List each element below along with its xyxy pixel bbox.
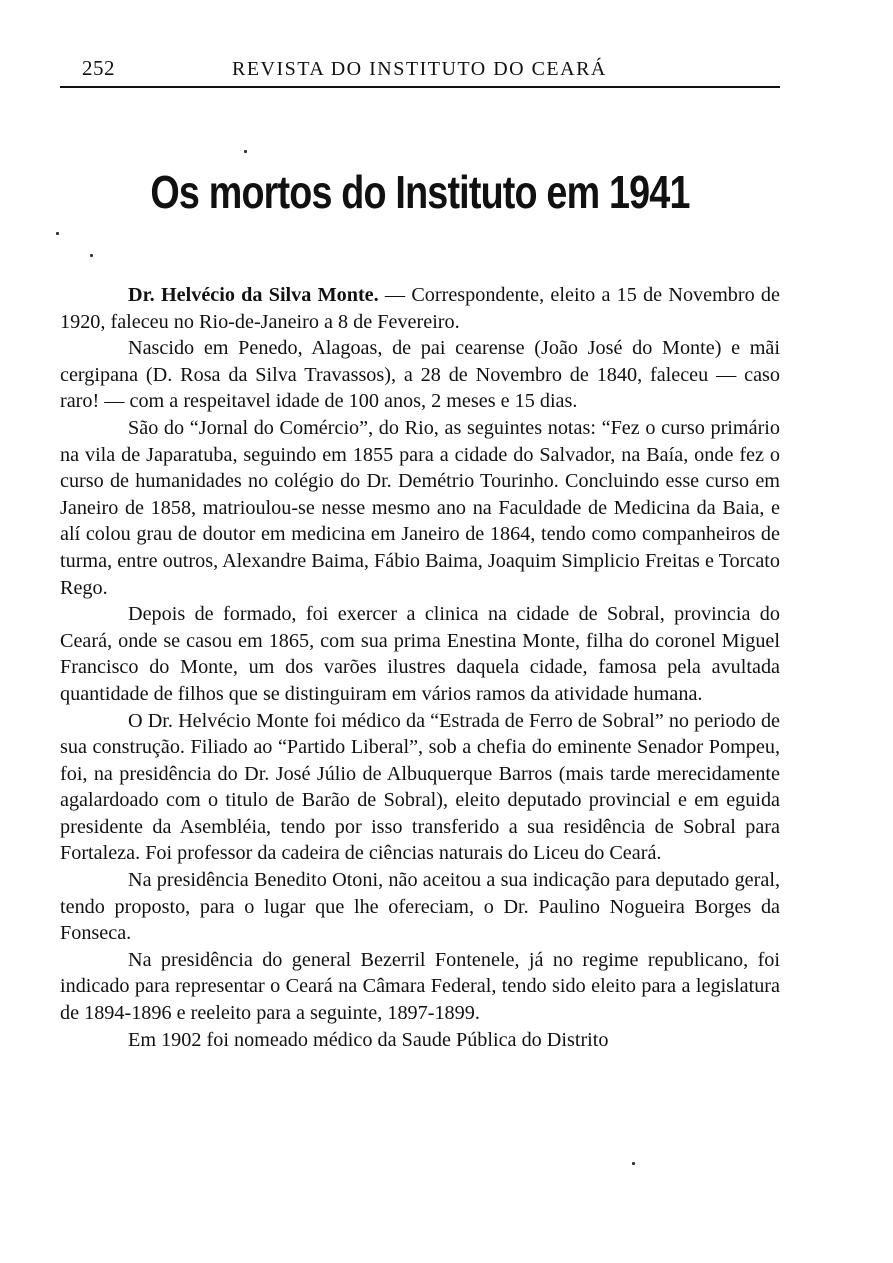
running-header: [60, 50, 780, 88]
paragraph: O Dr. Helvécio Monte foi médico da “Estrada de Ferro de Sobral” no periodo de sua construção. Filiado ao “Partido Liberal”, sob a chefia do eminente Senador Pompeu, foi, na presidência do Dr. José Júlio de Albuquerque Barros (mais tarde merecidamente agalardoado com o titulo de Barão de Sobral), eleito deputado provincial e em eguida presidente da Asembléia, tendo por isso transferido a sua residência de Sobral para Fortaleza. Foi professor da cadeira de ciências naturais do Liceu do Ceará.: [60, 709, 780, 865]
print-speck: [632, 1162, 635, 1165]
paragraph: Na presidência do general Bezerril Fontenele, já no regime republicano, foi indicado para representar o Ceará na Câmara Federal, tendo sido eleito para a legislatura de 1894-1896 e reeleito para a seguinte, 1897-1899.: [60, 948, 780, 1025]
article-body: [60, 282, 780, 1053]
paragraph-text: — Correspondente, eleito a 15 de Novembro de 1920, faleceu no Rio-de-Janeiro a 8 de Fevereiro.: [60, 284, 780, 333]
paragraph: [60, 282, 780, 335]
paragraph: Em 1902 foi nomeado médico da Saude Pública do Distrito: [128, 1028, 609, 1051]
paragraph: São do “Jornal do Comércio”, do Rio, as seguintes notas: “Fez o curso primário na vila de Japaratuba, seguindo em 1855 para a cidade do Salvador, na Baía, onde fez o curso de humanidades no colégio do Dr. Demétrio Tourinho. Concluindo esse curso em Janeiro de 1858, matrioulou-se nesse mesmo ano na Faculdade de Medicina da Baia, e alí colou grau de doutor em medicina em Janeiro de 1864, tendo como companheiros de turma, entre outros, Alexandre Baima, Fábio Baima, Joaquim Simplicio Freitas e Torcato Rego.: [60, 416, 780, 599]
article-title: Os mortos do Instituto em 1941: [150, 166, 690, 218]
journal-title: REVISTA DO INSTITUTO DO CEARÁ: [232, 58, 607, 80]
paragraph: Nascido em Penedo, Alagoas, de pai cearense (João José do Monte) e mãi cergipana (D. Rosa da Silva Travassos), a 28 de Novembro de 1840, faleceu — caso raro! — com a respeitavel idade de 100 anos, 2 meses e 15 dias.: [60, 337, 780, 413]
print-speck: [90, 254, 93, 257]
author-name: Dr. Helvécio da Silva Monte.: [128, 284, 379, 306]
paragraph: Depois de formado, foi exercer a clinica na cidade de Sobral, provincia do Ceará, onde se casou em 1865, com sua prima Enestina Monte, filha do coronel Miguel Francisco do Monte, um dos varões ilustres daquela cidade, famosa pela avultada quantidade de filhos que se distinguiram em vários ramos da atividade humana.: [60, 603, 780, 705]
print-speck: [56, 232, 59, 235]
paragraph: Na presidência Benedito Otoni, não aceitou a sua indicação para deputado geral, tendo proposto, para o lugar que lhe ofereciam, o Dr. Paulino Nogueira Borges da Fonseca.: [60, 869, 780, 945]
page-number: 252: [82, 56, 115, 80]
print-speck: [244, 150, 247, 153]
